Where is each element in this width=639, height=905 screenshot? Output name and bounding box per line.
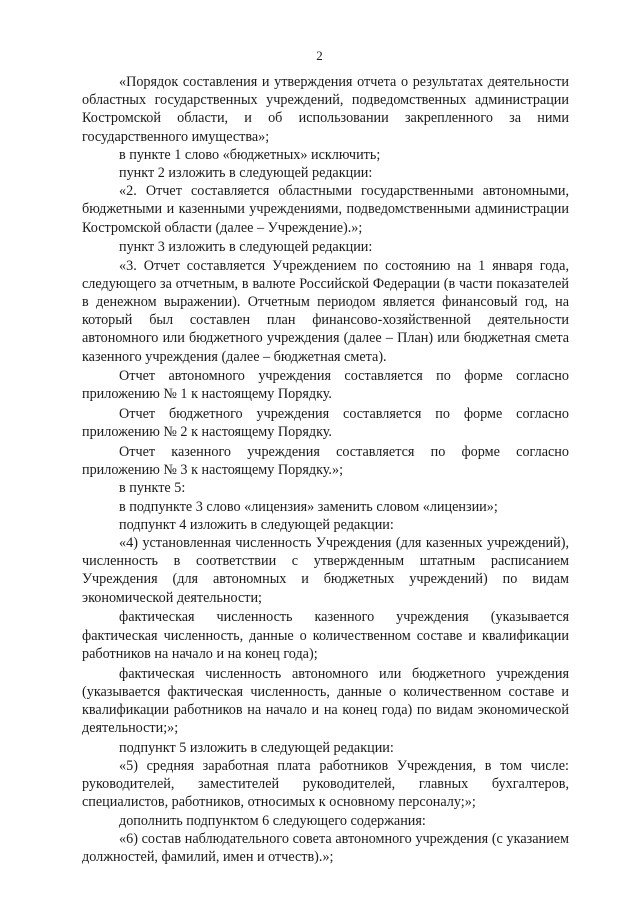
paragraph-state-report: Отчет казенного учреждения составляется по форме согласно приложению № 3 к настоящему Порядку.»; [82, 444, 569, 479]
paragraph-subpoint-5-intro: подпункт 5 изложить в следующей редакции: [119, 739, 394, 756]
paragraph-point-3-text: «3. Отчет составляется Учреждением по состоянию на 1 января года, следующего за отчетным, в валюте Российской Федерации (в части показателей в денежном выражении). Отчетным периодом является финансовый год, на который был составлен план финансово-хозяйственной деятельности автономного или бюджетного учреждения (далее – План) или бюджетная смета казенного учреждения (далее – бюджетная смета). [82, 257, 569, 365]
paragraph-autonomous-report: Отчет автономного учреждения составляется по форме согласно приложению № 1 к настоящему Порядку. [82, 368, 569, 403]
paragraph-subpoint-6-intro: дополнить подпунктом 6 следующего содержания: [119, 812, 426, 829]
paragraph-point-5: в пункте 5: [119, 480, 186, 497]
paragraph-state-headcount: фактическая численность казенного учреждения (указывается фактическая численность, данные о количественном составе и квалификации работников на начало и на конец года); [82, 609, 569, 662]
paragraph-point-2-intro: пункт 2 изложить в следующей редакции: [119, 165, 373, 182]
paragraph-subpoint-5-text: «5) средняя заработная плата работников Учреждения, в том числе: руководителей, заместителей руководителей, главных бухгалтеров, специалистов, работников, относимых к основному персоналу;»; [82, 758, 569, 811]
paragraph-subpoint-4-intro: подпункт 4 изложить в следующей редакции: [119, 516, 394, 533]
paragraph-subpoint-6-text: «6) состав наблюдательного совета автономного учреждения (с указанием должностей, фамилий, имен и отчеств).»; [82, 830, 569, 866]
paragraph-subpoint-3: в подпункте 3 слово «лицензия» заменить словом «лицензии»; [119, 498, 498, 515]
page-number: 2 [316, 48, 323, 63]
paragraph-subpoint-4-text: «4) установленная численность Учреждения (для казенных учреждений), численность в соответствии с утвержденным штатным расписанием Учреждения (для автономных и бюджетных учреждений) по видам экономической деятельности; [82, 535, 569, 606]
paragraph-order-title: «Порядок составления и утверждения отчета о результатах деятельности областных государственных учреждений, подведомственных администрации Костромской области, и об использовании закрепленного за ними государственного имущества»; [82, 74, 569, 145]
paragraph-budget-report: Отчет бюджетного учреждения составляется по форме согласно приложению № 2 к настоящему Порядку. [82, 406, 569, 441]
paragraph-point-3-intro: пункт 3 изложить в следующей редакции: [119, 239, 373, 256]
paragraph-point-2-text: «2. Отчет составляется областными государственными автономными, бюджетными и казенными учреждениями, подведомственными администрации Костромской области (далее – Учреждение).»; [82, 183, 569, 236]
paragraph-point-1: в пункте 1 слово «бюджетных» исключить; [119, 146, 381, 163]
paragraph-autonomous-headcount: фактическая численность автономного или бюджетного учреждения (указывается фактическая численность, данные о количественном составе и квалификации работников на начало и на конец года) по видам экономической деятельности;»; [82, 665, 569, 737]
document-body [82, 73, 569, 866]
